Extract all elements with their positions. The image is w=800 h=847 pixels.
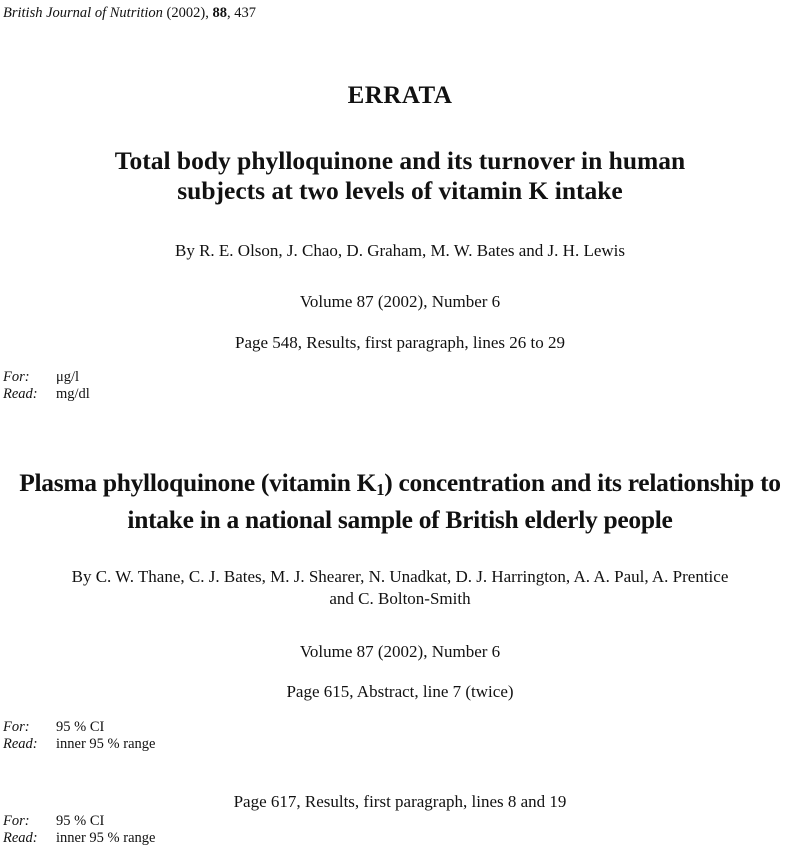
for-row bbox=[3, 369, 90, 386]
for-value: 95 % CI bbox=[56, 719, 105, 735]
article-2-title-line-1 bbox=[0, 468, 800, 505]
article-1-title-line-2: subjects at two levels of vitamin K intake bbox=[177, 176, 623, 205]
read-label: Read: bbox=[3, 736, 38, 752]
for-row bbox=[3, 719, 155, 736]
article-2-title-line-2: intake in a national sample of British elderly people bbox=[127, 505, 673, 535]
article-2-correction-2-location: Page 617, Results, first paragraph, lines 8 and 19 bbox=[233, 792, 567, 811]
article-1-correction-1-location: Page 548, Results, first paragraph, lines 26 to 29 bbox=[234, 333, 566, 352]
article-1-correction-1 bbox=[3, 369, 90, 403]
authors-line-2: and C. Bolton-Smith bbox=[329, 589, 471, 608]
read-row bbox=[3, 736, 155, 753]
journal-name: British Journal of Nutrition bbox=[3, 5, 163, 21]
article-2-correction-1-location: Page 615, Abstract, line 7 (twice) bbox=[286, 682, 514, 701]
article-2-title bbox=[0, 468, 800, 535]
for-label: For: bbox=[3, 813, 30, 829]
subscript: 1 bbox=[376, 480, 385, 500]
for-label: For: bbox=[3, 719, 30, 735]
article-1-title-line-1: Total body phylloquinone and its turnover in human bbox=[114, 146, 686, 175]
read-row bbox=[3, 830, 155, 847]
article-2-correction-1 bbox=[3, 719, 155, 753]
for-value: 95 % CI bbox=[56, 813, 105, 829]
read-value: mg/dl bbox=[56, 386, 90, 402]
read-label: Read: bbox=[3, 386, 38, 402]
read-value: inner 95 % range bbox=[56, 830, 156, 846]
article-1-volume: Volume 87 (2002), Number 6 bbox=[299, 292, 501, 311]
read-value: inner 95 % range bbox=[56, 736, 156, 752]
article-2-volume: Volume 87 (2002), Number 6 bbox=[299, 642, 501, 661]
for-row bbox=[3, 813, 155, 830]
title-text: ) concentration and its relationship to bbox=[384, 468, 781, 497]
article-1-title bbox=[0, 146, 800, 206]
errata-heading: ERRATA bbox=[347, 82, 453, 109]
authors-line-1: By C. W. Thane, C. J. Bates, M. J. Shearer, N. Unadkat, D. J. Harrington, A. A. Paul, A. Prentice bbox=[71, 567, 729, 586]
article-2-authors bbox=[0, 566, 800, 610]
journal-citation bbox=[3, 5, 256, 22]
for-value: μg/l bbox=[56, 369, 80, 385]
journal-year: (2002), bbox=[166, 5, 209, 21]
title-text: Plasma phylloquinone (vitamin K bbox=[19, 468, 377, 497]
read-label: Read: bbox=[3, 830, 38, 846]
journal-volume: 88 bbox=[212, 5, 227, 21]
article-2-correction-2 bbox=[3, 813, 155, 847]
for-label: For: bbox=[3, 369, 30, 385]
read-row bbox=[3, 386, 90, 403]
journal-page: , 437 bbox=[226, 5, 256, 21]
article-1-authors: By R. E. Olson, J. Chao, D. Graham, M. W. Bates and J. H. Lewis bbox=[174, 241, 625, 260]
